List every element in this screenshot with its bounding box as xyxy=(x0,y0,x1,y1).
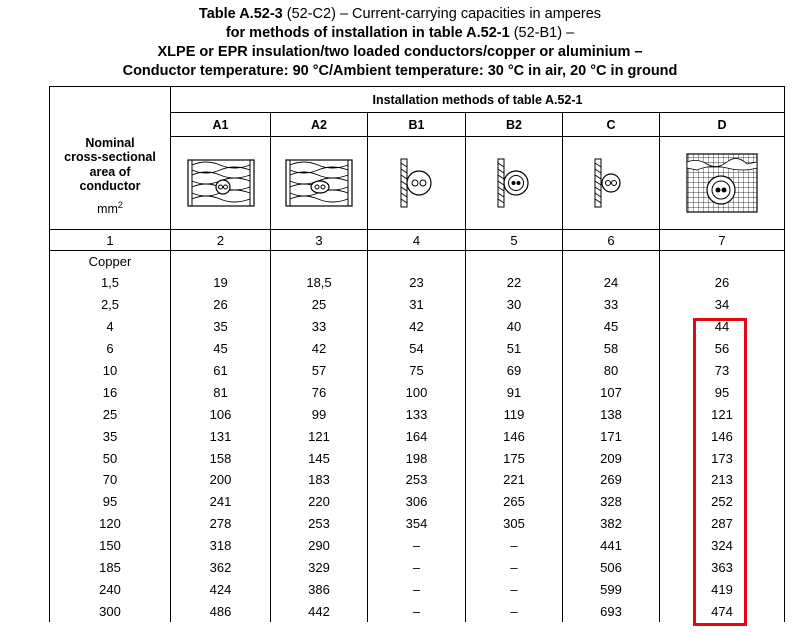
capacity-cell: 305 xyxy=(466,513,563,535)
conduit-on-wall-icon xyxy=(368,137,466,230)
table-row xyxy=(50,447,785,469)
capacity-cell: 198 xyxy=(368,447,466,469)
category-row xyxy=(50,251,785,273)
area-cell: 120 xyxy=(50,513,171,535)
capacity-cell: 81 xyxy=(171,381,271,403)
capacity-cell: 278 xyxy=(171,513,271,535)
capacity-cell: 45 xyxy=(563,316,660,338)
table-row xyxy=(50,535,785,557)
capacity-cell: 100 xyxy=(368,381,466,403)
capacity-cell: 69 xyxy=(466,360,563,382)
capacity-cell: 40 xyxy=(466,316,563,338)
capacity-cell: 18,5 xyxy=(271,272,368,294)
method-a1: A1 xyxy=(171,113,271,137)
capacity-cell: 253 xyxy=(368,469,466,491)
capacity-cell: 58 xyxy=(563,338,660,360)
area-cell: 2,5 xyxy=(50,294,171,316)
table-row xyxy=(50,557,785,579)
capacity-cell: – xyxy=(368,535,466,557)
table-row xyxy=(50,578,785,600)
capacity-cell: 119 xyxy=(466,403,563,425)
capacity-cell: 42 xyxy=(368,316,466,338)
capacity-cell: 75 xyxy=(368,360,466,382)
current-capacity-table xyxy=(49,86,785,622)
capacity-cell: 34 xyxy=(660,294,785,316)
capacity-cell: 44 xyxy=(660,316,785,338)
area-cell: 4 xyxy=(50,316,171,338)
capacity-cell: 183 xyxy=(271,469,368,491)
area-cell: 300 xyxy=(50,600,171,622)
capacity-cell: 442 xyxy=(271,600,368,622)
capacity-cell: 220 xyxy=(271,491,368,513)
capacity-cell: 19 xyxy=(171,272,271,294)
capacity-cell: 424 xyxy=(171,578,271,600)
capacity-cell: 146 xyxy=(466,425,563,447)
multicore-cable-on-wall-icon xyxy=(563,137,660,230)
capacity-cell: 241 xyxy=(171,491,271,513)
method-a2: A2 xyxy=(271,113,368,137)
capacity-cell: 287 xyxy=(660,513,785,535)
area-cell: 185 xyxy=(50,557,171,579)
capacity-cell: 121 xyxy=(660,403,785,425)
table-row xyxy=(50,403,785,425)
capacity-cell: 328 xyxy=(563,491,660,513)
capacity-cell: 318 xyxy=(171,535,271,557)
capacity-cell: 145 xyxy=(271,447,368,469)
table-row xyxy=(50,316,785,338)
capacity-cell: – xyxy=(368,600,466,622)
capacity-cell: 31 xyxy=(368,294,466,316)
capacity-cell: 329 xyxy=(271,557,368,579)
capacity-cell: 95 xyxy=(660,381,785,403)
multicore-conduit-on-wall-icon xyxy=(466,137,563,230)
capacity-cell: – xyxy=(368,557,466,579)
area-cell: 6 xyxy=(50,338,171,360)
area-cell: 240 xyxy=(50,578,171,600)
capacity-cell: – xyxy=(466,578,563,600)
col-number: 4 xyxy=(368,230,466,251)
area-cell: 35 xyxy=(50,425,171,447)
capacity-cell: 91 xyxy=(466,381,563,403)
capacity-cell: 57 xyxy=(271,360,368,382)
capacity-cell: 56 xyxy=(660,338,785,360)
insulated-wall-conduit-icon xyxy=(171,137,271,230)
capacity-cell: 45 xyxy=(171,338,271,360)
insulated-wall-multicore-icon xyxy=(271,137,368,230)
category-label: Copper xyxy=(50,251,171,273)
area-cell: 1,5 xyxy=(50,272,171,294)
table-title xyxy=(0,5,800,81)
capacity-cell: 121 xyxy=(271,425,368,447)
table-row xyxy=(50,381,785,403)
area-cell: 10 xyxy=(50,360,171,382)
capacity-cell: 25 xyxy=(271,294,368,316)
capacity-cell: 80 xyxy=(563,360,660,382)
area-cell: 16 xyxy=(50,381,171,403)
capacity-cell: 131 xyxy=(171,425,271,447)
capacity-cell: 213 xyxy=(660,469,785,491)
capacity-cell: 73 xyxy=(660,360,785,382)
capacity-cell: – xyxy=(368,578,466,600)
method-b2: B2 xyxy=(466,113,563,137)
capacity-cell: – xyxy=(466,600,563,622)
capacity-cell: 386 xyxy=(271,578,368,600)
ducts-in-ground-icon xyxy=(660,137,785,230)
capacity-cell: 158 xyxy=(171,447,271,469)
capacity-cell: 269 xyxy=(563,469,660,491)
capacity-cell: 200 xyxy=(171,469,271,491)
method-c: C xyxy=(563,113,660,137)
capacity-cell: 382 xyxy=(563,513,660,535)
nominal-area-header: Nominal cross-sectional area of conductor $mm^2$ xyxy=(50,87,171,230)
capacity-cell: 42 xyxy=(271,338,368,360)
capacity-cell: 354 xyxy=(368,513,466,535)
capacity-cell: 30 xyxy=(466,294,563,316)
capacity-cell: 693 xyxy=(563,600,660,622)
capacity-cell: 265 xyxy=(466,491,563,513)
capacity-cell: 61 xyxy=(171,360,271,382)
capacity-cell: 363 xyxy=(660,557,785,579)
capacity-cell: 324 xyxy=(660,535,785,557)
capacity-cell: 253 xyxy=(271,513,368,535)
capacity-cell: – xyxy=(466,535,563,557)
area-cell: 95 xyxy=(50,491,171,513)
capacity-cell: 221 xyxy=(466,469,563,491)
capacity-cell: – xyxy=(466,557,563,579)
table-row xyxy=(50,513,785,535)
capacity-cell: 290 xyxy=(271,535,368,557)
area-cell: 50 xyxy=(50,447,171,469)
col-number: 3 xyxy=(271,230,368,251)
col-number: 6 xyxy=(563,230,660,251)
method-b1: B1 xyxy=(368,113,466,137)
column-number-row xyxy=(50,230,785,251)
capacity-cell: 133 xyxy=(368,403,466,425)
capacity-cell: 24 xyxy=(563,272,660,294)
area-cell: 25 xyxy=(50,403,171,425)
capacity-cell: 26 xyxy=(171,294,271,316)
capacity-cell: 252 xyxy=(660,491,785,513)
table-row xyxy=(50,600,785,622)
capacity-cell: 419 xyxy=(660,578,785,600)
table-row xyxy=(50,491,785,513)
capacity-cell: 171 xyxy=(563,425,660,447)
capacity-cell: 164 xyxy=(368,425,466,447)
col-number: 7 xyxy=(660,230,785,251)
capacity-cell: 474 xyxy=(660,600,785,622)
area-cell: 70 xyxy=(50,469,171,491)
table-row xyxy=(50,338,785,360)
capacity-cell: 209 xyxy=(563,447,660,469)
table-row xyxy=(50,294,785,316)
capacity-cell: 33 xyxy=(563,294,660,316)
col-number: 5 xyxy=(466,230,563,251)
col-number: 2 xyxy=(171,230,271,251)
area-cell: 150 xyxy=(50,535,171,557)
capacity-cell: 54 xyxy=(368,338,466,360)
capacity-cell: 306 xyxy=(368,491,466,513)
capacity-cell: 26 xyxy=(660,272,785,294)
capacity-cell: 146 xyxy=(660,425,785,447)
capacity-cell: 51 xyxy=(466,338,563,360)
capacity-cell: 33 xyxy=(271,316,368,338)
col-number: 1 xyxy=(50,230,171,251)
installation-methods-header: Installation methods of table A.52-1 xyxy=(171,87,785,113)
capacity-cell: 23 xyxy=(368,272,466,294)
title-line-2: for methods of installation in table A.52-1 (52-B1) – xyxy=(225,25,575,41)
capacity-cell: 35 xyxy=(171,316,271,338)
table-row xyxy=(50,425,785,447)
title-line-3: XLPE or EPR insulation/two loaded conductors/copper or aluminium – xyxy=(157,44,643,60)
capacity-cell: 22 xyxy=(466,272,563,294)
title-line-1: Table A.52-3 (52-C2) – Current-carrying capacities in amperes xyxy=(198,6,602,22)
capacity-cell: 506 xyxy=(563,557,660,579)
capacity-cell: 76 xyxy=(271,381,368,403)
method-d: D xyxy=(660,113,785,137)
capacity-cell: 441 xyxy=(563,535,660,557)
capacity-cell: 107 xyxy=(563,381,660,403)
capacity-cell: 138 xyxy=(563,403,660,425)
capacity-cell: 106 xyxy=(171,403,271,425)
title-line-4: Conductor temperature: 90 °C/Ambient temperature: 30 °C in air, 20 °C in ground xyxy=(122,63,678,79)
capacity-cell: 99 xyxy=(271,403,368,425)
capacity-cell: 362 xyxy=(171,557,271,579)
capacity-cell: 173 xyxy=(660,447,785,469)
table-row xyxy=(50,469,785,491)
capacity-cell: 599 xyxy=(563,578,660,600)
capacity-cell: 486 xyxy=(171,600,271,622)
table-row xyxy=(50,272,785,294)
table-row xyxy=(50,360,785,382)
capacity-cell: 175 xyxy=(466,447,563,469)
